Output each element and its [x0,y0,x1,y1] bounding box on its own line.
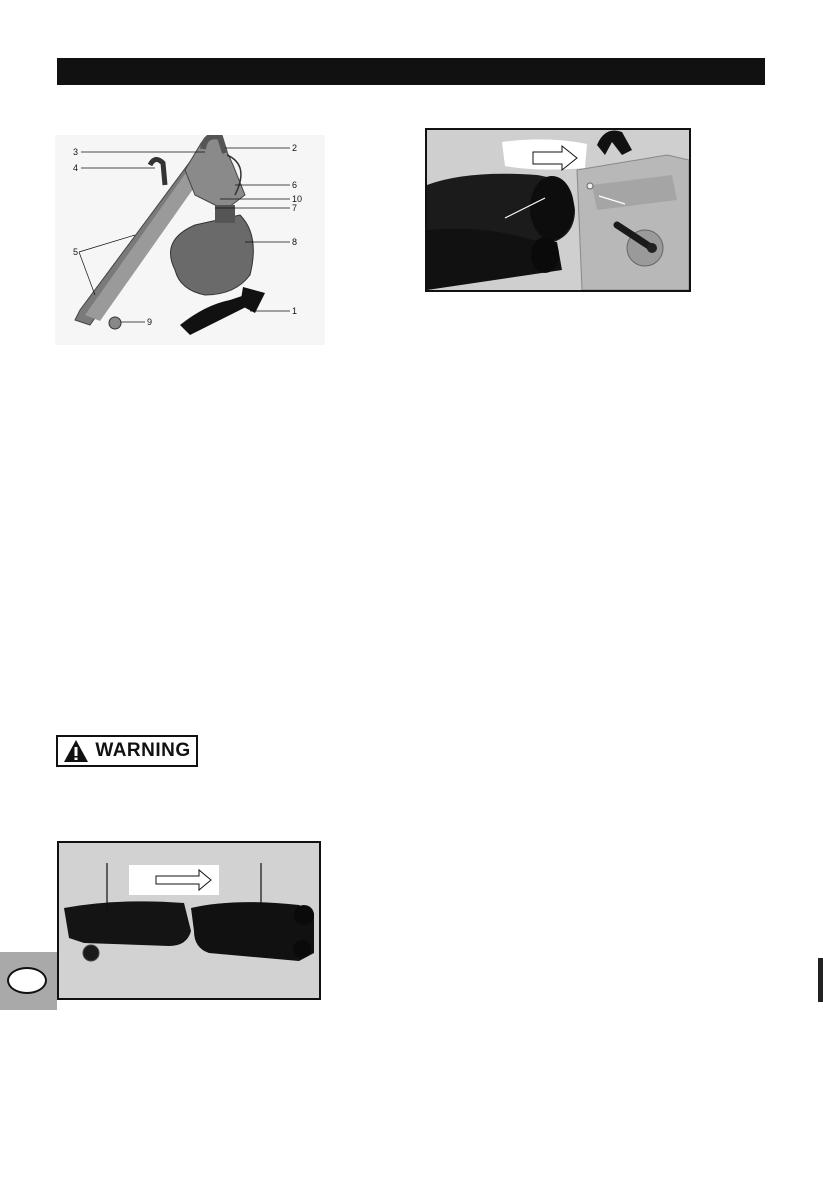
part-label-8: 8 [292,237,298,247]
motor-unit [577,155,689,290]
collection-bag [171,215,254,295]
part-label-2: 2 [292,143,298,153]
part-label-7: 7 [292,203,298,213]
part-label-6: 6 [292,180,298,190]
leader-5b [79,252,95,295]
tube-attachment-photo [425,128,691,292]
tube-assembly-svg [59,843,319,998]
parts-diagram [55,135,325,345]
front-tube [64,901,191,946]
lever-pivot [647,243,657,253]
tube-opening [530,176,574,240]
part-label-3: 3 [73,147,79,157]
part-label-10: 10 [292,194,303,204]
language-side-tab [0,952,57,1010]
header-bar [57,58,765,85]
warning-label: WARNING [95,740,191,761]
part-label-4: 4 [73,163,79,173]
auxiliary-handle [150,159,165,185]
part-label-5: 5 [73,247,79,257]
rear-tube-lower-opening [293,940,311,958]
warning-badge [56,735,198,767]
shoulder-strap [180,295,250,335]
parts-diagram-svg [55,135,325,345]
tube-attachment-svg [427,130,689,290]
part-label-9: 9 [147,317,153,327]
edge-marker [818,958,823,1002]
part-label-1: 1 [292,306,298,316]
front-tube-wheel [83,945,99,961]
lower-tube-opening [531,237,559,273]
locking-button [587,183,593,189]
side-tab-oval [7,967,47,994]
tube-assembly-photo [57,841,321,1000]
warning-triangle-icon [63,739,89,763]
rear-tube-upper-opening [294,905,314,925]
strap-buckle [240,287,265,313]
wheel [109,317,121,329]
